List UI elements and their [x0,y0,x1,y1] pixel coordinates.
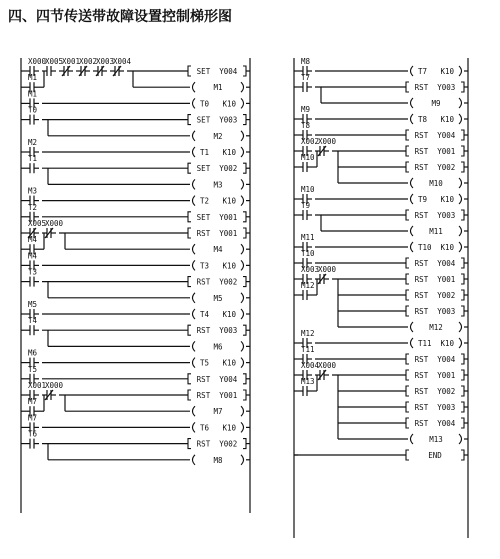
contact-x002-label: X002 [79,57,98,66]
contact-m3-label: M3 [28,186,38,196]
bracket-left [188,439,191,449]
coil-left [193,455,196,465]
contact-x000-label: X000 [45,381,64,390]
coil-left [193,309,196,319]
bracket-left [406,258,409,268]
coil-right [241,196,244,206]
coil-left [411,66,414,76]
contact-x005-label: X005 [45,57,64,66]
bracket-right [243,163,246,173]
coil-left [411,178,414,188]
output-t5-k10: T5 K10 [199,358,237,368]
coil-left [193,98,196,108]
coil-left [193,131,196,141]
bracket-right [461,402,464,412]
coil-right [459,98,462,108]
bracket-left [188,277,191,287]
bracket-left [406,210,409,220]
bracket-left [188,228,191,238]
bracket-left [188,163,191,173]
contact-x001-label: X001 [28,381,47,390]
output-m7: M7 [213,407,223,417]
output-m1: M1 [213,83,223,93]
coil-right [241,179,244,189]
coil-right [241,455,244,465]
bracket-left [188,66,191,76]
contact-t3-label: T3 [28,267,38,277]
contact-x005-label: X005 [28,219,47,228]
contact-t10-label: T10 [301,249,315,258]
contact-t8-label: T8 [301,121,311,130]
coil-left [193,260,196,270]
bracket-left [406,370,409,380]
coil-right [459,242,462,252]
output-rst-y003: RST Y003 [414,403,456,412]
output-rst-y004: RST Y004 [414,419,456,428]
branch-contact-m7-label: M7 [28,397,38,407]
contact-x000-label: X000 [318,137,337,146]
output-rst-y004: RST Y004 [414,355,456,364]
output-rst-y001: RST Y001 [414,147,456,156]
coil-right [459,66,462,76]
bracket-left [188,374,191,384]
contact-t7-label: T7 [301,73,311,82]
bracket-right [461,130,464,140]
contact-m12-label: M12 [301,329,315,338]
contact-t4-label: T4 [28,316,38,326]
coil-right [241,98,244,108]
bracket-left [406,130,409,140]
contact-x003-label: X003 [301,265,320,274]
coil-right [459,178,462,188]
bracket-right [243,212,246,222]
bracket-left [188,390,191,400]
output-t7-k10: T7 K10 [417,67,455,76]
output-t3-k10: T3 K10 [199,261,237,271]
bracket-left [188,212,191,222]
output-m11: M11 [429,227,443,236]
contact-t9-label: T9 [301,201,311,210]
bracket-right [461,418,464,428]
contact-t11-label: T11 [301,345,315,354]
output-set-y001: SET Y001 [196,212,238,222]
output-t9-k10: T9 K10 [417,195,455,204]
coil-right [241,82,244,92]
output-m8: M8 [213,455,223,465]
coil-right [241,244,244,254]
output-m5: M5 [213,293,223,303]
contact-m10-label: M10 [301,185,315,194]
output-rst-y004: RST Y004 [196,374,238,384]
coil-left [411,322,414,332]
contact-x004-label: X004 [113,57,132,66]
coil-left [411,98,414,108]
bracket-left [406,162,409,172]
bracket-right [243,66,246,76]
contact-x000-label: X000 [45,219,64,228]
contact-t1-label: T1 [28,154,38,164]
bracket-left [406,418,409,428]
output-rst-y002: RST Y002 [414,387,456,396]
bracket-right [243,325,246,335]
output-rst-y001: RST Y001 [414,371,456,380]
coil-right [459,194,462,204]
contact-x001-label: X001 [62,57,81,66]
contact-t6-label: T6 [28,429,38,439]
coil-left [193,422,196,432]
coil-left [193,358,196,368]
contact-t2-label: T2 [28,202,38,212]
contact-m6-label: M6 [28,348,38,358]
coil-right [459,434,462,444]
contact-m9-label: M9 [301,105,311,114]
branch-contact-m12-label: M12 [301,281,315,290]
bracket-left [188,325,191,335]
output-m12: M12 [429,323,443,332]
contact-x000-label: X000 [28,57,47,66]
contact-m8-label: M8 [301,57,311,66]
bracket-left [406,290,409,300]
coil-right [241,406,244,416]
coil-left [193,406,196,416]
bracket-right [461,258,464,268]
output-t10-k10: T10 K10 [417,243,455,252]
coil-right [241,422,244,432]
bracket-left [406,354,409,364]
coil-right [459,338,462,348]
output-rst-y003: RST Y003 [196,326,238,336]
output-m3: M3 [213,180,223,190]
bracket-right [461,146,464,156]
bracket-left [406,306,409,316]
output-rst-y001: RST Y001 [196,391,238,400]
coil-right [241,309,244,319]
output-end: END [428,451,442,460]
bracket-right [461,82,464,92]
bracket-left [406,402,409,412]
bracket-left [406,450,409,460]
contact-t5-label: T5 [28,364,38,374]
output-set-y003: SET Y003 [196,115,238,125]
bracket-right [243,374,246,384]
coil-left [411,114,414,124]
output-m10: M10 [429,179,443,188]
bracket-left [406,82,409,92]
output-set-y004: SET Y004 [196,67,238,76]
contact-x004-label: X004 [301,361,320,370]
output-rst-y004: RST Y004 [414,259,456,268]
output-rst-y002: RST Y002 [196,439,238,449]
branch-contact-m13-label: M13 [301,377,315,386]
coil-left [193,293,196,303]
bracket-right [461,274,464,284]
contact-m1-label: M1 [28,89,38,99]
output-m13: M13 [429,435,443,444]
coil-right [241,341,244,351]
output-t11-k10: T11 K10 [417,339,455,348]
coil-right [241,260,244,270]
coil-right [241,131,244,141]
output-t0-k10: T0 K10 [199,99,237,109]
output-rst-y002: RST Y002 [414,163,456,172]
bracket-right [243,390,246,400]
contact-m7-label: M7 [28,413,38,423]
bracket-right [243,228,246,238]
coil-left [193,147,196,157]
coil-right [241,293,244,303]
coil-right [459,226,462,236]
contact-m4-label: M4 [28,251,38,261]
coil-right [241,147,244,157]
branch-contact-m10-label: M10 [301,153,315,162]
bracket-left [406,274,409,284]
bracket-right [243,439,246,449]
coil-left [411,338,414,348]
bracket-left [406,386,409,396]
coil-left [193,82,196,92]
output-t1-k10: T1 K10 [199,148,237,157]
contact-m2-label: M2 [28,138,38,147]
output-rst-y004: RST Y004 [414,131,456,140]
coil-left [411,226,414,236]
bracket-right [461,370,464,380]
coil-right [459,114,462,124]
coil-left [193,196,196,206]
coil-left [193,341,196,351]
output-t8-k10: T8 K10 [417,115,455,124]
contact-x003-label: X003 [96,57,115,66]
bracket-right [461,290,464,300]
contact-x000-label: X000 [318,265,337,274]
output-rst-y001: RST Y001 [414,275,456,284]
output-m2: M2 [213,131,223,141]
output-rst-y003: RST Y003 [414,211,456,220]
contact-m5-label: M5 [28,300,38,309]
output-m4: M4 [213,245,223,255]
bracket-left [188,115,191,125]
output-rst-y003: RST Y003 [414,83,456,92]
contact-x000-label: X000 [318,361,337,370]
bracket-right [461,354,464,364]
bracket-right [243,277,246,287]
coil-left [193,244,196,254]
bracket-right [243,115,246,125]
branch-contact-m4-label: M4 [28,235,38,245]
bracket-right [461,386,464,396]
branch-contact-m1-label: M1 [28,73,38,83]
output-rst-y002: RST Y002 [414,291,456,300]
output-rst-y001: RST Y001 [196,229,238,238]
bracket-right [461,450,464,460]
contact-x002-label: X002 [301,137,320,146]
bracket-right [461,162,464,172]
output-m9: M9 [431,99,441,108]
output-set-y002: SET Y002 [196,164,238,174]
output-t4-k10: T4 K10 [199,310,237,319]
bracket-left [406,146,409,156]
coil-right [241,358,244,368]
output-t6-k10: T6 K10 [199,423,237,433]
page-title: 四、四节传送带故障设置控制梯形图 [8,9,232,25]
coil-right [459,322,462,332]
bracket-right [461,306,464,316]
contact-m11-label: M11 [301,233,315,242]
coil-left [193,179,196,189]
output-rst-y002: RST Y002 [196,277,238,287]
coil-left [411,194,414,204]
coil-left [411,434,414,444]
output-t2-k10: T2 K10 [199,196,237,206]
output-m6: M6 [213,342,223,352]
output-rst-y003: RST Y003 [414,307,456,316]
contact-t0-label: T0 [28,105,38,115]
coil-left [411,242,414,252]
bracket-right [461,210,464,220]
